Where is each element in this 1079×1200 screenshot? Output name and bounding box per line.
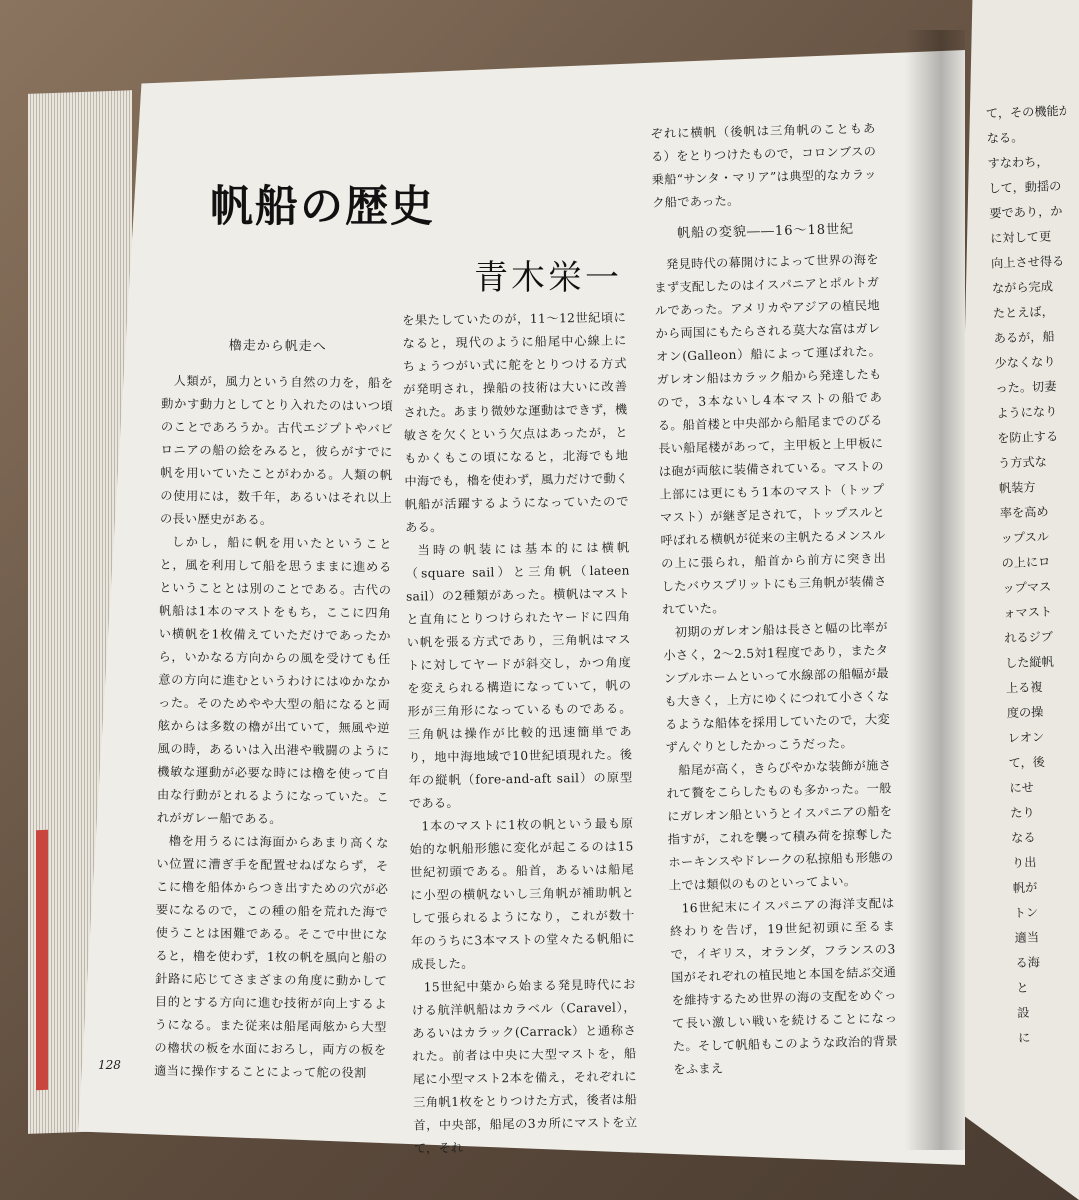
paragraph: ぞれに横帆（後帆は三角帆のこともある）をとりつけたもので，コロンブスの乗船“サンタ・マリア”は典型的なカラック船であった。 [650, 121, 877, 210]
text-fragment-line: 率を高め [999, 504, 1049, 521]
paragraph: 人類が，風力という自然の力を，船を動かす動力としてとり入れたのはいつ頃のことであろうか。古代エジプトやバビロニアの船の絵をみると，彼らがすでに帆を用いていたことがわかる。人類の帆の使用には，数千年，あるいはそれ以上の長い歴史がある。 [159, 373, 394, 527]
text-fragment-line: 適当 [1014, 930, 1040, 946]
text-fragment-line: レオン [1007, 730, 1045, 746]
text-column-3 [650, 117, 898, 1081]
paragraph: 当時の帆装には基本的には横帆（square sail）と三角帆（lateen sail）の2種類があった。横帆はマストと直角にとりつけられたヤードに四角い帆を張る方式であり，三角帆はマストに対してヤードが斜交し，かつ角度を変えられる構造になっていて，帆の形が三角形になっているものである。三角帆は操作が比較的迅速簡単であり，地中海地域で10世紀頃現れた。後年の縦帆（fore-and-aft sail）の原型である。 [405, 540, 633, 811]
paragraph: 15世紀中葉から始まる発見時代における航洋帆船はカラベル（Caravel），あるいはカラック(Carrack）と通称された。前者は中央に大型マストを，船尾に小型マスト2本を備え，それぞれに三角帆1枚をとりつけた方式，後者は船首，中央部，船尾の3カ所にマストを立て，それ [411, 977, 638, 1156]
text-fragment-line: ップマス [1002, 579, 1052, 596]
text-fragment-line: ォマスト [1003, 604, 1053, 621]
text-fragment-line: の上にロ [1001, 554, 1051, 571]
paragraph: 発見時代の幕開けによって世界の海をまず支配したのはイスパニアとポルトガルであった。アメリカやアジアの植民地から両国にもたらされる莫大な富はガレオン(Galleon）船によって運ばれた。ガレオン船はカラック船から発達したもので，3本ないし4本マストの船である。船首楼と中央部から船尾までのびる長い船尾楼があって，主甲板と上甲板には砲が両舷に装備されている。マストの上部には更にもう1本のマスト（トップマスト）が継ぎ足されて，トップスルと呼ばれる横帆が従来の主帆たるメンスルの上に張られ，船首から前方に突き出したバウスプリットにも三角帆が装備されていた。 [654, 252, 887, 617]
text-fragment-line: を防止する [996, 429, 1059, 446]
text-fragment-line: たり [1010, 805, 1035, 821]
text-fragment-line: なる。 [986, 130, 1024, 146]
paragraph: 1本のマストに1枚の帆という最も原始的な帆船形態に変化が起こるのは15世紀初頭である。船首，あるいは船尾に小型の横帆ないし三角帆が補助帆として張られるようになり，これが数十年のうちに3本マストの堂々たる帆船に成長した。 [409, 816, 635, 972]
text-fragment-line: 少なくなり [994, 354, 1056, 371]
text-fragment-line: 要であり，か [989, 204, 1063, 221]
text-column-2 [402, 306, 638, 1160]
paragraph: しかし，船に帆を用いたということと，風を利用して船を思うままに進めるということとは別のことである。古代の帆船は1本のマストをもち，ここに四角い横帆を1枚備えていただけであったから，いかなる方向からの風を受けても任意の方向に進むというわけにはゆかなかった。そのためやや大型の船になると両舷からは多数の櫓が出ていて，無風や逆風の時，あるいは入出港や戦闘のように機敏な運動が必要な時には櫓を使って自由な行動がとれるようになっていた。これがガレー船である。 [156, 534, 392, 827]
author-name: 青木栄一 [474, 258, 622, 298]
text-fragment-line: たとえば， [992, 304, 1054, 321]
article-title: 帆船の歴史 [210, 182, 435, 232]
text-fragment-line: と [1016, 980, 1029, 996]
text-fragment-line: した縦帆 [1004, 654, 1055, 671]
text-fragment-line: 設 [1017, 1005, 1030, 1021]
section-heading: 櫓走から帆走へ [228, 338, 327, 355]
text-fragment-line: に対して更 [989, 229, 1052, 246]
text-fragment-line: すなわち， [987, 154, 1049, 171]
text-fragment-line: あるが，船 [993, 329, 1055, 346]
book-gutter-shadow [905, 30, 965, 1150]
text-fragment-line: ップスル [1000, 529, 1050, 546]
paragraph: 16世紀末にイスパニアの海洋支配は終わりを告げ，19世紀初頭に至るまで，イギリス，オランダ，フランスの3国がそれぞれの植民地と本国を結ぶ交通を維持するため世界の海の支配をめぐって長い激しい戦いを続けることになった。そして帆船もこのような政治的背景をふまえ [669, 896, 898, 1077]
text-fragment-line: にせ [1009, 780, 1035, 796]
text-fragment-line: れるジブ [1003, 629, 1054, 646]
paragraph: を果たしていたのが，11～12世紀頃になると，現代のように船尾中心線上にちょうつがい式に舵をとりつける方式が発明され，操船の技術は大いに改善された。あまり微妙な運動はできず，機敏さを欠くという欠点はあったが，ともかくもこの頃になると，北海でも地中海でも，櫓を使わず，風力だけで動く帆船が活躍するようになっていたのである。 [402, 310, 629, 535]
text-fragment-line: 向上させ得る [990, 254, 1065, 271]
text-fragment-line: して，動揺の [988, 179, 1062, 196]
text-fragment-line: に [1017, 1030, 1031, 1046]
text-fragment-line: て，その機能が [985, 103, 1072, 121]
text-fragment-line: った。切妻 [995, 379, 1057, 396]
text-fragment-line: て，後 [1008, 755, 1046, 771]
text-fragment-line: トン [1013, 905, 1039, 921]
text-fragment-line: る海 [1015, 955, 1041, 971]
section-heading: 帆船の変貌――16～18世紀 [676, 221, 855, 242]
text-fragment-line: 帆装方 [998, 480, 1036, 496]
text-fragment-line: ようになり [996, 404, 1058, 421]
text-fragment-line: ながら完成 [991, 279, 1054, 296]
text-column-1 [154, 334, 394, 1085]
text-fragment-line: なる [1010, 830, 1036, 846]
paragraph: 初期のガレオン船は長さと幅の比率が小さく，2～2.5対1程度であり，またタンブルホームといって水線部の船幅が最も大きく，上方にゆくにつれて小さくなるような船体を採用していたので，大変ずんぐりとしたかっこうだった。 [663, 620, 891, 755]
page-number: 128 [98, 1058, 121, 1072]
paragraph: 船尾が高く，きらびやかな装飾が施されて贅をこらしたものも多かった。一般にガレオン船というとイスパニアの船を指すが，これを襲って積み荷を掠奪したホーキンスやドレークの私掠船も形態の上では類似のものといってよい。 [666, 758, 894, 893]
colored-page-edge [36, 830, 48, 1090]
text-fragment-line: 度の操 [1006, 705, 1044, 721]
text-fragment-line: り出 [1011, 855, 1037, 871]
text-fragment-line: 帆が [1012, 880, 1038, 896]
text-fragment-line: 上る複 [1005, 680, 1043, 696]
text-fragment-line: う方式な [997, 454, 1048, 471]
paragraph: 櫓を用うるには海面からあまり高くない位置に漕ぎ手を配置せねばならず，そこに櫓を船体からつき出すための穴が必要になるので，この種の船を荒れた海で使うことは困難である。そこで中世になると，櫓を使わず，1枚の帆を風向と船の針路に応じてさまざまの角度に動かして目的とする方向に進む技術が向上するようになる。また従来は船尾両舷から大型の櫓状の板を水面におろし，両方の板を適当に操作することによって舵の役割 [154, 833, 389, 1080]
